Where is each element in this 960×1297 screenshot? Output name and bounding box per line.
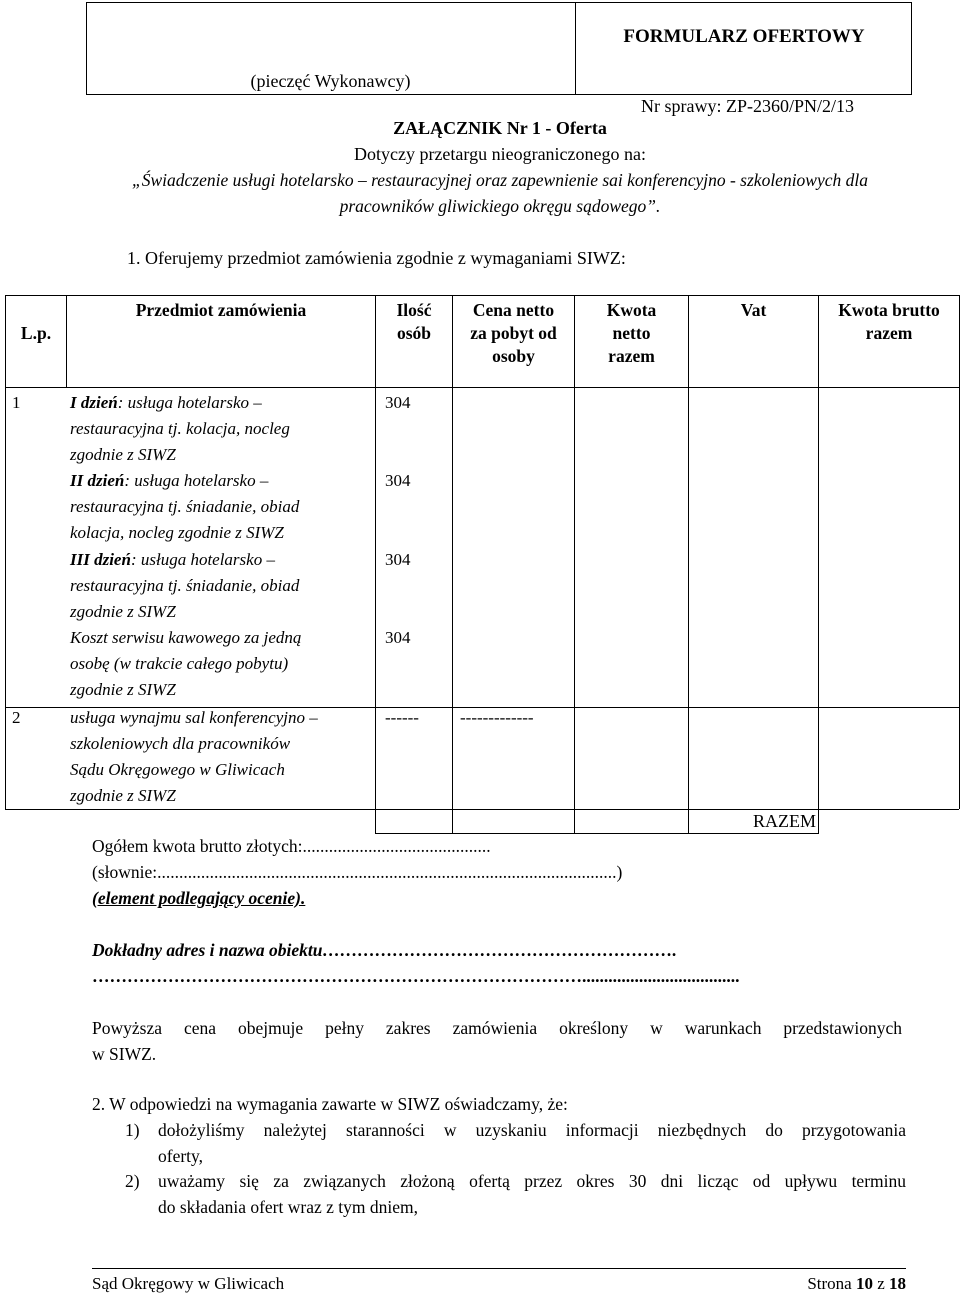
qty-value: 304 <box>385 628 411 647</box>
stamp-label: (pieczęć Wykonawcy) <box>250 71 411 91</box>
total-label: RAZEM <box>753 811 816 831</box>
header-line: netto <box>612 323 651 343</box>
day-label: II dzień <box>70 471 125 490</box>
statement-line: uważamy się za związanych złożoną ofertą przez okres 30 dni licząc od upływu terminu <box>158 1171 906 1191</box>
address-line-2: ………………………………………………………………………….................................... <box>92 966 740 986</box>
item-line: szkoleniowych dla pracowników <box>70 734 291 753</box>
day-label: I dzień <box>70 393 118 412</box>
table-row <box>70 547 370 625</box>
col-header-gross <box>819 299 959 345</box>
page-prefix: Strona <box>807 1274 856 1293</box>
header-line: osób <box>396 323 432 343</box>
footer-rule <box>92 1268 906 1269</box>
item-line <box>70 547 370 573</box>
statement-line: dołożyliśmy należytej staranności w uzyskaniu informacji niezbędnych do przygotowania <box>158 1120 906 1140</box>
item-line: Koszt serwisu kawowego za jedną <box>70 628 302 647</box>
col-header-qty <box>376 299 452 345</box>
row-number: 2 <box>12 708 21 727</box>
table-row <box>70 468 370 546</box>
page-total: 18 <box>889 1274 906 1293</box>
item-line: zgodnie z SIWZ <box>70 445 176 464</box>
table-row <box>70 705 370 809</box>
item-text: : usługa hotelarsko – <box>117 393 262 412</box>
qty-value: 304 <box>385 393 411 412</box>
statement-number: 1) <box>125 1120 140 1140</box>
day-label: III dzień <box>70 550 131 569</box>
price-dashes: ------------- <box>460 708 534 727</box>
item-line: kolacja, nocleg zgodnie z SIWZ <box>70 523 284 542</box>
col-header-vat: Vat <box>740 300 767 320</box>
item-line: restauracyjna tj. śniadanie, obiad <box>70 497 300 516</box>
col-header-lp: L.p. <box>20 323 52 343</box>
price-note-line-2: w SIWZ. <box>92 1044 157 1064</box>
header-divider <box>575 2 576 95</box>
qty-dashes: ------ <box>385 708 419 727</box>
col-separator <box>818 295 819 833</box>
tender-line: Dotyczy przetargu nieograniczonego na: <box>353 144 647 164</box>
page-sep: z <box>872 1274 889 1293</box>
page-number <box>690 1274 906 1294</box>
qty-value: 304 <box>385 471 411 490</box>
qty-value: 304 <box>385 550 411 569</box>
item-line <box>70 390 370 416</box>
header-line: za pobyt od <box>470 323 557 343</box>
col-separator <box>452 295 453 833</box>
case-number: Nr sprawy: ZP-2360/PN/2/13 <box>641 96 854 116</box>
header-line: Kwota brutto <box>838 300 940 320</box>
item-text: : usługa hotelarsko – <box>130 550 275 569</box>
table-row <box>70 625 370 703</box>
item-line: zgodnie z SIWZ <box>70 680 176 699</box>
header-line: Ilość <box>396 300 432 320</box>
evaluation-note: (element podlegający ocenie). <box>92 888 306 908</box>
header-line: Kwota <box>606 300 657 320</box>
address-line-1: Dokładny adres i nazwa obiektu……………………………………………………. <box>92 940 677 960</box>
item-line: osobę (w trakcie całego pobytu) <box>70 654 289 673</box>
col-header-subject: Przedmiot zamówienia <box>135 300 307 320</box>
item-line: restauracyjna tj. kolacja, nocleg <box>70 419 290 438</box>
row-number: 1 <box>12 393 21 412</box>
table-total-bottom <box>375 833 819 834</box>
header-line: osoby <box>492 346 535 366</box>
statement-line: do składania ofert wraz z tym dniem, <box>158 1197 418 1217</box>
item-line: usługa wynajmu sal konferencyjno – <box>70 708 318 727</box>
statement-line: oferty, <box>158 1146 204 1166</box>
attachment-title: ZAŁĄCZNIK Nr 1 - Oferta <box>393 118 607 138</box>
item-line <box>70 468 370 494</box>
item-line: zgodnie z SIWZ <box>70 786 176 805</box>
subject-line-2: pracowników gliwickiego okręgu sądowego”. <box>339 196 661 216</box>
header-line: Cena netto <box>472 300 555 320</box>
table-row <box>70 390 370 468</box>
section-1-heading: 1. Oferujemy przedmiot zamówienia zgodnie z wymaganiami SIWZ: <box>127 248 626 268</box>
col-separator <box>688 295 689 833</box>
item-line: Sądu Okręgowego w Gliwicach <box>70 760 285 779</box>
header-line: razem <box>608 346 655 366</box>
col-separator <box>375 295 376 833</box>
page-current: 10 <box>855 1274 873 1293</box>
subject-line-1: „Świadczenie usługi hotelarsko – restauracyjnej oraz zapewnienie sai konferencyjno - szkoleniowych dla <box>131 170 869 190</box>
section-2-heading: 2. W odpowiedzi na wymagania zawarte w SIWZ oświadczamy, że: <box>92 1094 568 1114</box>
item-line: zgodnie z SIWZ <box>70 602 176 621</box>
form-title: FORMULARZ OFERTOWY <box>623 26 865 47</box>
table-header-bottom <box>5 387 959 388</box>
item-line: restauracyjna tj. śniadanie, obiad <box>70 576 300 595</box>
total-words: (słownie:.........................................................................................................) <box>92 862 623 882</box>
total-amount: Ogółem kwota brutto złotych:........................................... <box>92 836 491 856</box>
col-header-net <box>575 299 688 368</box>
col-header-price <box>453 299 574 368</box>
header-line: razem <box>865 323 913 343</box>
table-border-left <box>5 295 6 809</box>
footer-court-name: Sąd Okręgowy w Gliwicach <box>92 1274 285 1293</box>
statement-number: 2) <box>125 1171 140 1191</box>
table-body-bottom <box>5 809 959 810</box>
col-separator <box>574 295 575 833</box>
price-note-line-1: Powyższa cena obejmuje pełny zakres zamówienia określony w warunkach przedstawionych <box>92 1018 902 1038</box>
item-text: : usługa hotelarsko – <box>124 471 269 490</box>
table-border-top <box>5 295 959 296</box>
